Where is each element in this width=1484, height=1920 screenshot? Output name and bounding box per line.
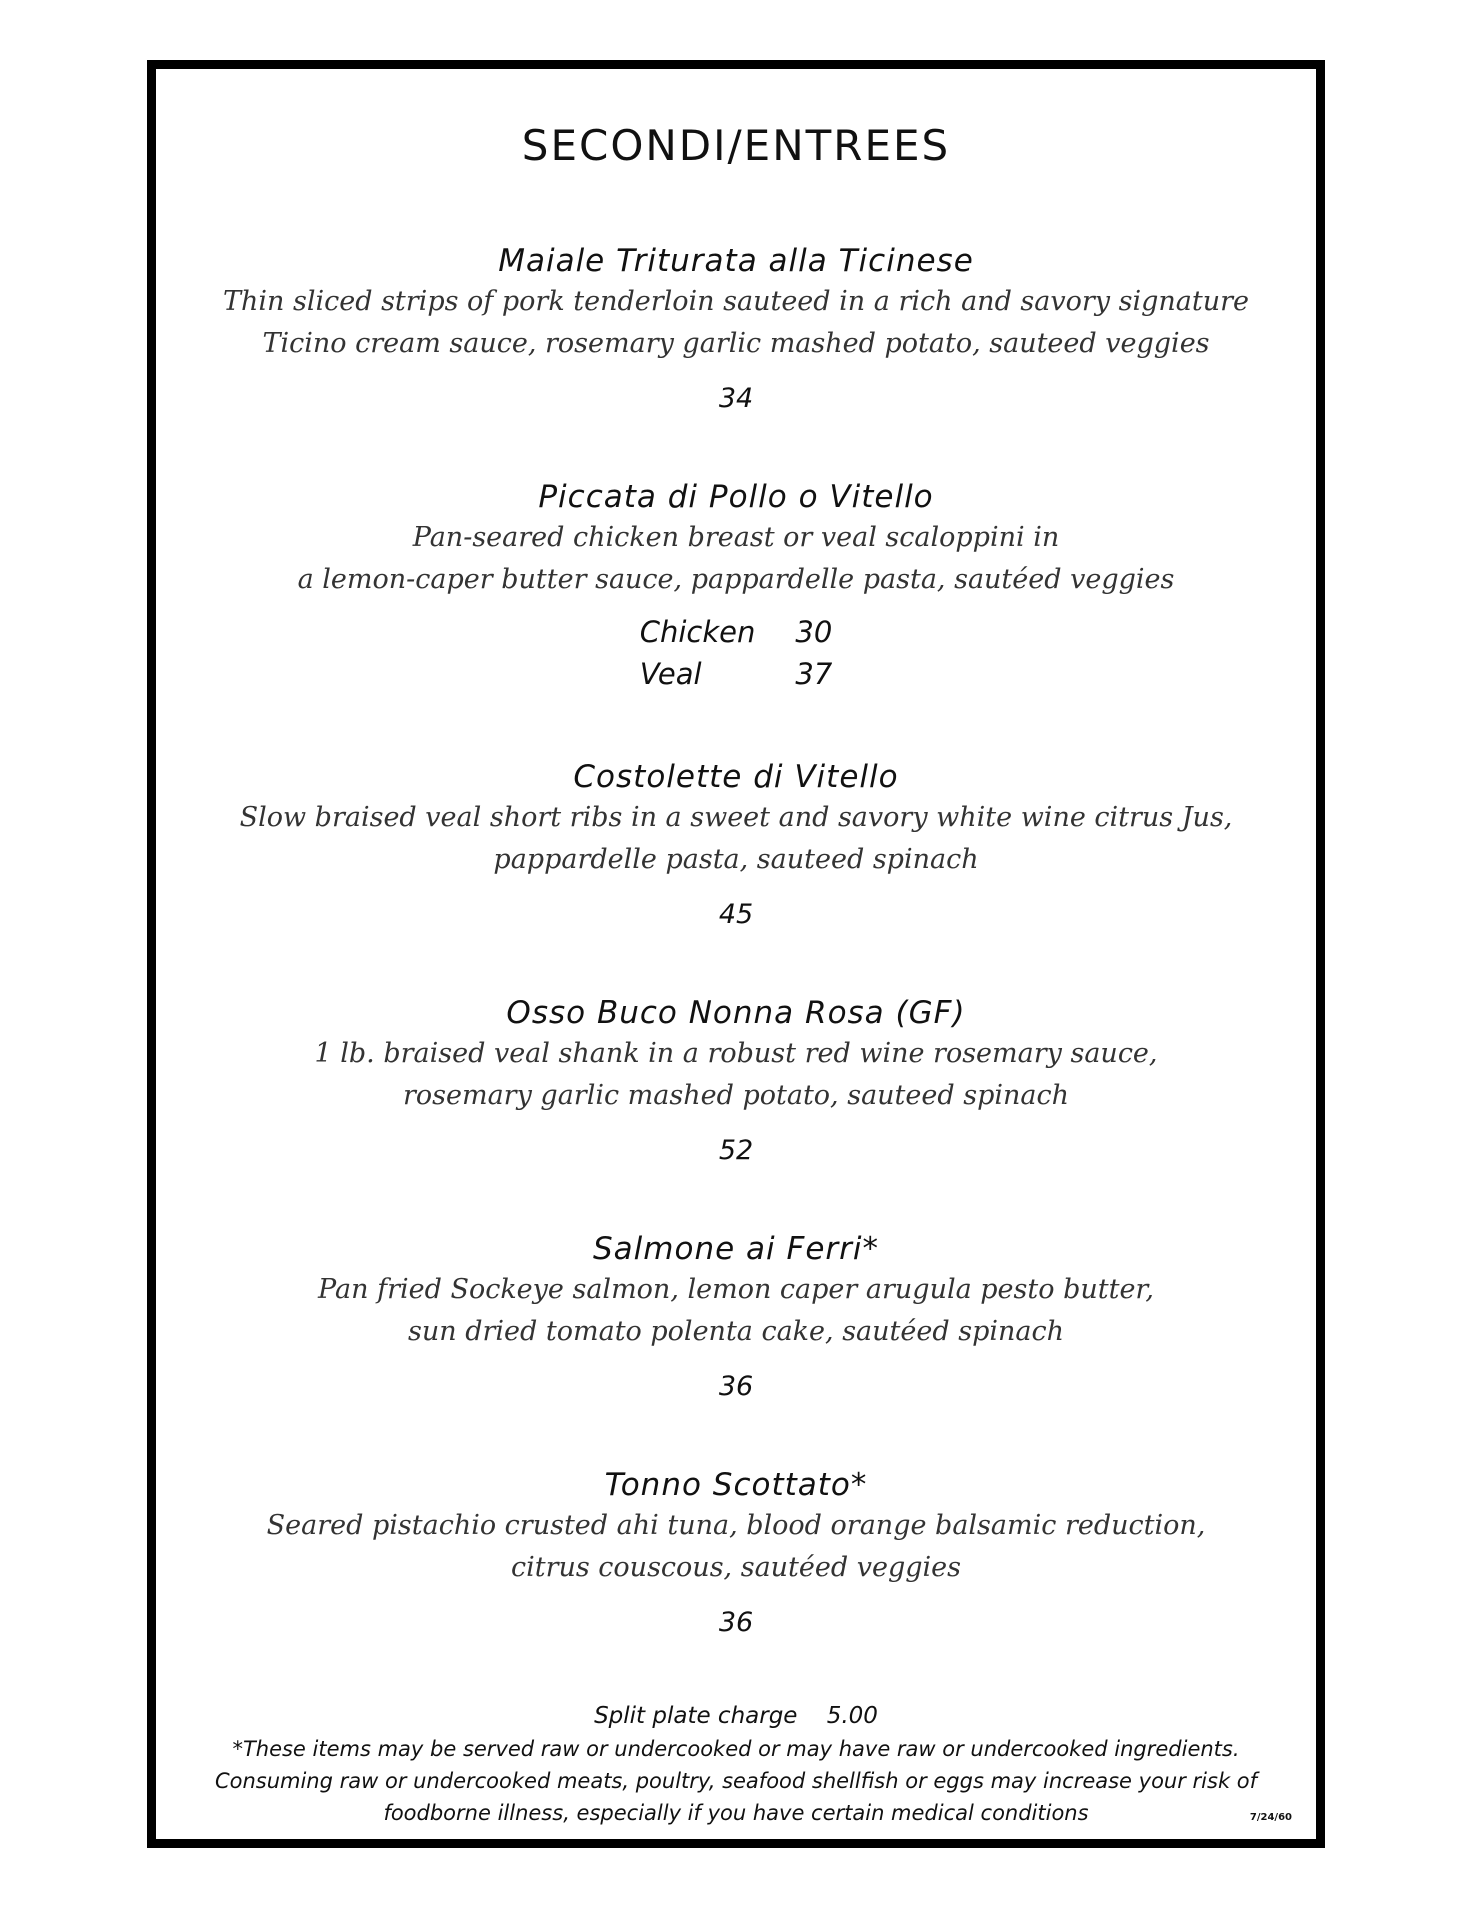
item-price: 36 <box>718 1607 754 1638</box>
item-description-line: 1 lb. braised veal shank in a robust red wine rosemary sauce, <box>314 1038 1158 1069</box>
raw-food-notice-line: foodborne illness, especially if you have certain medical conditions <box>383 1801 1089 1825</box>
split-price: 5.00 <box>826 1703 878 1729</box>
item-price: 36 <box>718 1371 754 1402</box>
menu-item <box>156 993 1316 1171</box>
item-price: 45 <box>718 899 754 930</box>
menu-item <box>156 241 1316 419</box>
menu-item <box>156 757 1316 935</box>
item-name: Tonno Scottato* <box>604 1467 868 1503</box>
item-description-line: Seared pistachio crusted ahi tuna, blood orange balsamic reduction, <box>266 1510 1206 1541</box>
raw-food-notice-line: Consuming raw or undercooked meats, poultry, seafood shellfish or eggs may increase your risk of <box>214 1769 1258 1793</box>
split-plate-charge <box>156 1699 1316 1733</box>
raw-food-notice-line: *These items may be served raw or undercooked or may have raw or undercooked ingredients. <box>232 1737 1240 1761</box>
item-description-line: rosemary garlic mashed potato, sauteed spinach <box>402 1080 1070 1111</box>
item-description-line: pappardelle pasta, sauteed spinach <box>493 844 979 875</box>
menu-item <box>156 1229 1316 1407</box>
item-name: Salmone ai Ferri* <box>593 1231 879 1267</box>
item-price: 52 <box>718 1135 754 1166</box>
item-description-line: Ticino cream sauce, rosemary garlic mashed potato, sauteed veggies <box>262 328 1210 359</box>
item-price: 34 <box>718 383 754 414</box>
price-options <box>640 611 833 695</box>
item-description-line: sun dried tomato polenta cake, sautéed spinach <box>408 1316 1064 1347</box>
menu-date: 7/24/60 <box>1249 1812 1292 1823</box>
option-price: 37 <box>795 657 833 691</box>
split-label: Split plate charge <box>594 1703 798 1729</box>
item-name: Piccata di Pollo o Vitello <box>538 479 934 515</box>
option-price: 30 <box>795 615 833 649</box>
page-title: SECONDI/ENTREES <box>521 121 951 170</box>
footer <box>156 1699 1316 1829</box>
menu-item <box>156 477 1316 695</box>
item-name: Maiale Triturata alla Ticinese <box>498 243 974 279</box>
item-description-line: Thin sliced strips of pork tenderloin sauteed in a rich and savory signature <box>222 286 1250 317</box>
item-name: Costolette di Vitello <box>573 759 899 795</box>
menu-frame <box>147 60 1325 1848</box>
menu-item <box>156 1465 1316 1643</box>
item-name: Osso Buco Nonna Rosa (GF) <box>506 995 966 1031</box>
item-description-line: citrus couscous, sautéed veggies <box>510 1552 962 1583</box>
item-description-line: Pan-seared chicken breast or veal scaloppini in <box>412 522 1060 553</box>
option-label: Chicken <box>639 615 756 649</box>
item-description-line: Pan fried Sockeye salmon, lemon caper arugula pesto butter, <box>318 1274 1154 1305</box>
item-description-line: Slow braised veal short ribs in a sweet and savory white wine citrus Jus, <box>239 802 1233 833</box>
item-description-line: a lemon-caper butter sauce, pappardelle pasta, sautéed veggies <box>297 564 1175 595</box>
option-label: Veal <box>639 657 702 691</box>
